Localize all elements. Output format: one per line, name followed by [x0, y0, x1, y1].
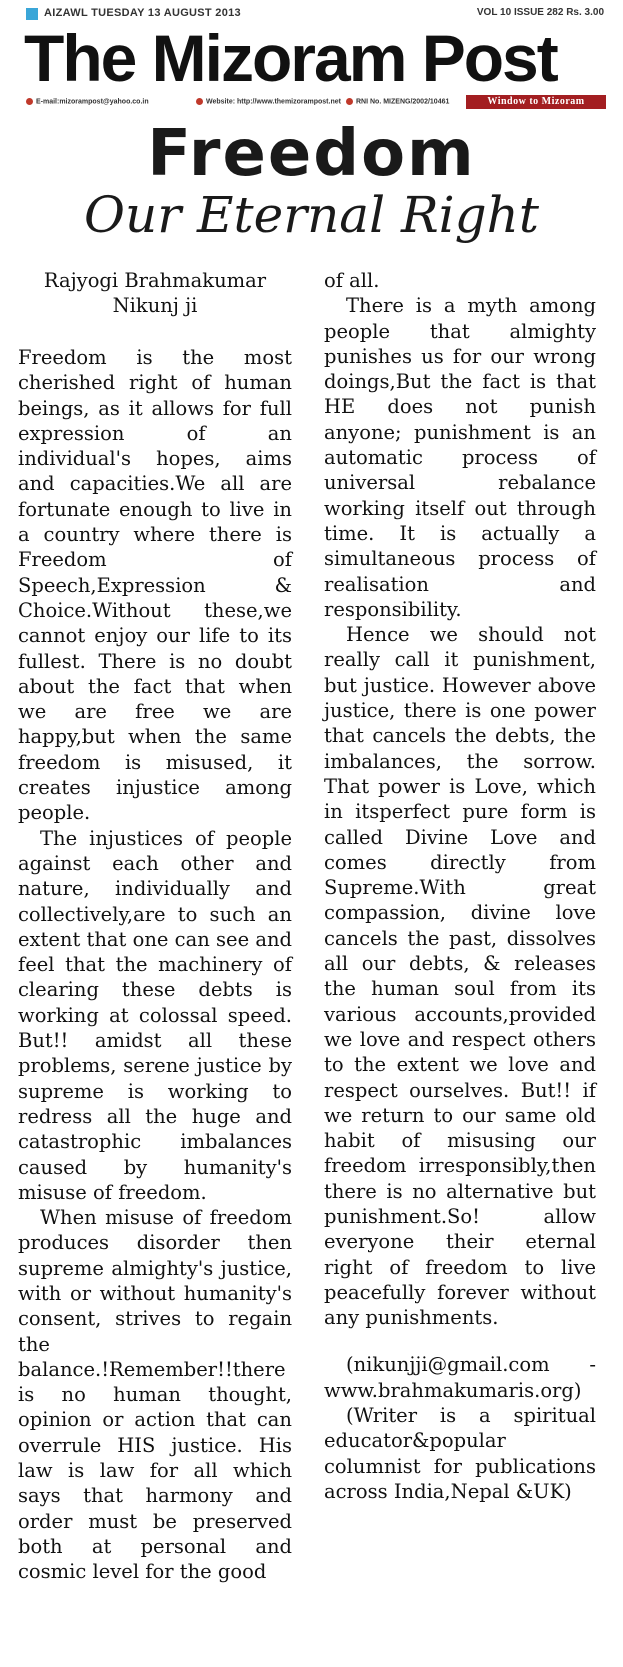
dateline: AIZAWL TUESDAY 13 AUGUST 2013 [44, 7, 241, 19]
byline [18, 268, 292, 319]
column-left [18, 345, 292, 1585]
website-text: Website: http://www.themizorampost.net [206, 98, 341, 106]
article-title: Freedom [147, 117, 476, 191]
byline-line2: Nikunj ji [112, 294, 198, 318]
bullet-icon [346, 98, 353, 105]
paragraph: Freedom is the most cherished right of human beings, as it allows for full expression of an individual's hopes, aims and capacities.We all are fortunate enough to live in a country where there is Freedom of Speech,Expression & Choice.Without these,we cannot enjoy our life to its fullest. There is no doubt about the fact that when we are free we are happy,but when the same freedom is misused, it creates injustice among people. [18, 346, 292, 825]
writer-note: (Writer is a spiritual educator&popular columnist for publications across India,Nepal &UK) [324, 1404, 596, 1503]
contact-info: (nikunjji@gmail.com - www.brahmakumaris.org) [324, 1353, 596, 1402]
email-text: E-mail:mizorampost@yahoo.co.in [36, 98, 149, 106]
column-right [324, 268, 596, 1504]
paragraph: Hence we should not really call it punishment, but justice. However above justice, there is one power that cancels the debts, the imbalances, the sorrow. That power is Love, which in itsperfect pure form is called Divine Love and comes directly from Supreme.With great compassion, divine love cancels the past, dissolves all our debts, & releases the human soul from its various accounts,provided we love and respect others to the extent we love and respect ourselves. But!! if we return to our same old habit of misusing our freedom irresponsibly,then there is no alternative but punishment.So! allow everyone their eternal right of freedom to live peacefully forever without any punishments. [324, 623, 596, 1330]
paragraph: There is a myth among people that almighty punishes us for our wrong doings,But the fact is that HE does not punish anyone; punishment is an automatic process of universal rebalance working itself out through time. It is actually a simultaneous process of realisation and responsibility. [324, 294, 596, 621]
byline-line1: Rajyogi Brahmakumar [43, 269, 267, 292]
masthead: The Mizoram Post [24, 21, 557, 95]
paragraph: of all. [324, 269, 380, 292]
article-subtitle: Our Eternal Right [84, 186, 539, 244]
bullet-icon [26, 98, 33, 105]
rni-text: RNI No. MIZENG/2002/10461 [356, 98, 450, 106]
bullet-icon [196, 98, 203, 105]
square-icon [26, 8, 38, 20]
paragraph: The injustices of people against each other and nature, individually and collectively,are to such an extent that one can see and feel that the machinery of clearing these debts is working at colossal speed. But!! amidst all these problems, serene justice by supreme is working to redress all the huge and catastrophic imbalances caused by humanity's misuse of freedom. [18, 826, 292, 1204]
tagline-badge: Window to Mizoram [466, 95, 606, 109]
paragraph: When misuse of freedom produces disorder then supreme almighty's justice, with or without humanity's consent, strives to regain the balance.!Remember!!there is no human thought, opinion or action that can overrule HIS justice. His law is law for all which says that harmony and order must be preserved both at personal and cosmic level for the good [18, 1206, 292, 1584]
volume-info: VOL 10 ISSUE 282 Rs. 3.00 [476, 7, 604, 18]
